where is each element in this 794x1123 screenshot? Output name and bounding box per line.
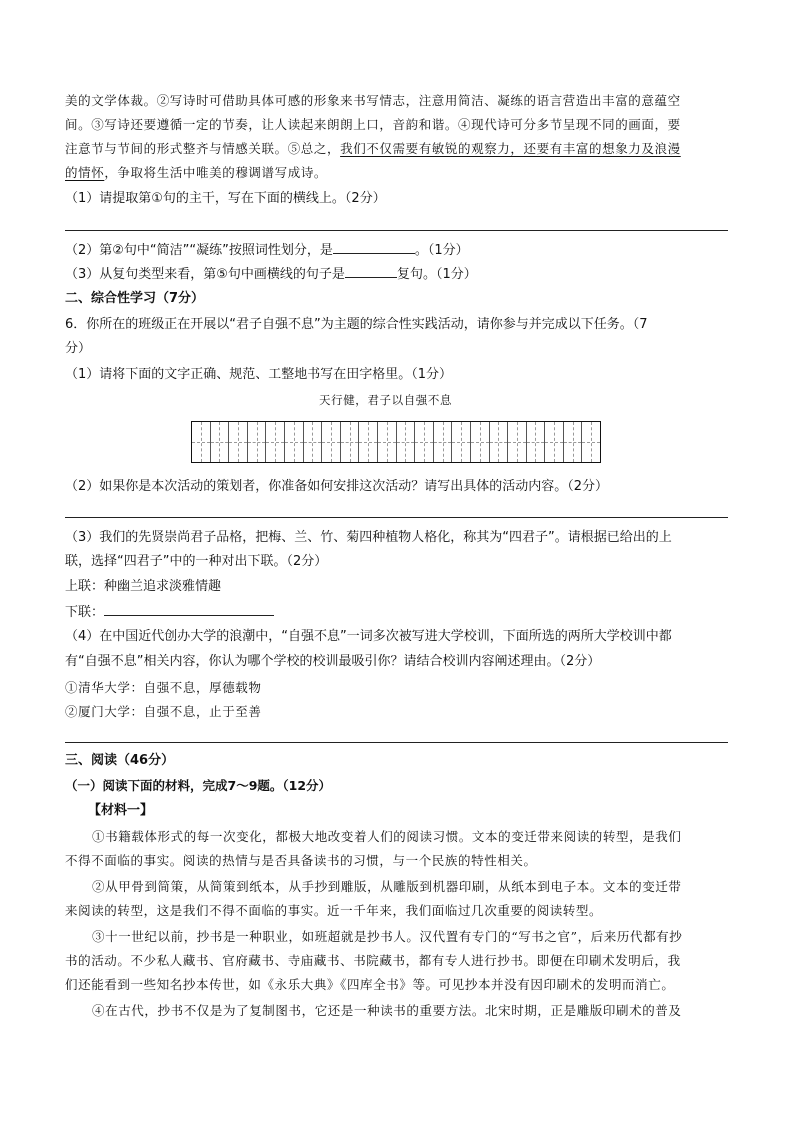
answer-line[interactable] [65,742,728,743]
grid-cell[interactable] [564,422,583,462]
q6-4-line-1: （4）在中国近代创办大学的浪潮中，“自强不息”一词多次被写进大学校训，下面所选的两所大学校训中都 [65,629,672,644]
q5-1: （1）请提取第①句的主干，写在下面的横线上。（2分） [65,191,386,206]
para-3-line-3: 们还能看到一些知名抄本传世，如《永乐大典》《四库全书》等。可见抄本并没有因印刷术的发明而消亡。 [65,977,675,992]
grid-cell[interactable] [266,422,285,462]
section-3-title: 三、阅读（46分） [65,753,175,768]
answer-blank[interactable] [345,265,397,278]
grid-cell[interactable] [527,422,546,462]
grid-cell[interactable] [415,422,434,462]
q5-3-text: （3）从复句类型来看，第⑤句中画横线的句子是 [65,267,345,282]
answer-blank[interactable] [104,603,274,616]
upper-couplet: 上联：种幽兰追求淡雅情趣 [65,579,222,594]
q6-4-line-2: 有“自强不息”相关内容，你认为哪个学校的校训最吸引你？请结合校训内容阐述理由。（2分） [65,654,601,669]
answer-blank[interactable] [333,241,415,254]
lower-couplet [65,603,274,622]
q5-3 [65,265,477,284]
section-2-title: 二、综合性学习（7分） [65,291,205,306]
university-motto-1: ①清华大学：自强不息，厚德载物 [65,680,262,695]
grid-cell[interactable] [582,422,600,462]
grid-cell[interactable] [434,422,453,462]
grid-cell[interactable] [192,422,211,462]
grid-cell[interactable] [397,422,416,462]
passage-line-2: 间。③写诗还要遵循一定的节奏，让人读起来朗朗上口，音韵和谐。④现代诗可分多节呈现不同的画面，要 [65,117,681,132]
university-motto-2: ②厦门大学：自强不息，止于至善 [65,704,262,719]
q6-3-line-1: （3）我们的先贤崇尚君子品格，把梅、兰、竹、菊四种植物人格化，称其为“四君子”。请根据已给出的上 [65,530,672,545]
grid-cell[interactable] [322,422,341,462]
para-3-line-2: 书的活动。不少私人藏书、官府藏书、寺庙藏书、书院藏书，都有专人进行抄书。即便在印刷术发明后，我 [65,953,681,968]
passage-line-3 [65,140,681,158]
underlined-sentence: 我们不仅需要有敏锐的观察力，还要有丰富的想象力及浪漫 [340,141,681,156]
grid-cell[interactable] [490,422,509,462]
material-1-label: 【材料一】 [88,803,154,818]
q6-2: （2）如果你是本次活动的策划者，你准备如何安排这次活动？请写出具体的活动内容。（2分） [65,479,609,494]
answer-line[interactable] [65,230,728,231]
tianzige-grid[interactable] [191,421,601,463]
grid-cell[interactable] [285,422,304,462]
grid-cell[interactable] [341,422,360,462]
grid-cell[interactable] [545,422,564,462]
passage-line-1: 美的文学体裁。②写诗时可借助具体可感的形象来书写情志，注意用简洁、凝练的语言营造出丰富的意蕴空 [65,93,681,108]
passage-line-3-text: 注意节与节间的形式整齐与情感关联。⑤总之， [65,141,341,156]
underlined-sentence-end: 的情怀 [65,165,105,180]
q6-1: （1）请将下面的文字正确、规范、工整地书写在田字格里。（1分） [65,367,453,382]
q5-2-text: （2）第②句中“简洁”“凝练”按照词性划分，是 [65,243,333,258]
grid-cell[interactable] [248,422,267,462]
passage-line-4 [65,164,327,182]
q5-3-score: 复句。（1分） [396,267,477,282]
para-1-line-2: 不得不面临的事实。阅读的热情与是否具备读书的习惯，与一个民族的特性相关。 [65,853,537,868]
q6-stem-line-1: 6．你所在的班级正在开展以“君子自强不息”为主题的综合性实践活动，请你参与并完成以下任务。（7 [65,317,648,332]
para-3-line-1: ③十一世纪以前，抄书是一种职业，如班超就是抄书人。汉代置有专门的“写书之官”，后来历代都有抄 [92,929,683,944]
lower-couplet-label: 下联： [65,605,105,620]
grid-cell[interactable] [304,422,323,462]
q5-2 [65,241,469,260]
q5-2-score: 。（1分） [414,243,469,258]
motto-text: 天行健，君子以自强不息 [319,393,453,407]
answer-line[interactable] [65,517,728,518]
passage-line-4-text: ，争取将生活中唯美的穆调谱写成诗。 [104,165,328,180]
para-1-line-1: ①书籍载体形式的每一次变化，都极大地改变着人们的阅读习惯。文本的变迁带来阅读的转型，是我们 [92,829,682,844]
q6-stem-line-2: 分） [65,341,92,356]
grid-cell[interactable] [211,422,230,462]
grid-cell[interactable] [471,422,490,462]
grid-cell[interactable] [508,422,527,462]
para-4-line-1: ④在古代，抄书不仅是为了复制图书，它还是一种读书的重要方法。北宋时期，正是雕版印刷术的普及 [92,1003,682,1018]
grid-cell[interactable] [229,422,248,462]
reading-subheading: （一）阅读下面的材料，完成7～9题。（12分） [65,778,332,793]
para-2-line-2: 来阅读的转型，这是我们不得不面临的事实。近一千年来，我们面临过几次重要的阅读转型。 [65,903,603,918]
grid-cell[interactable] [359,422,378,462]
grid-cell[interactable] [378,422,397,462]
q6-3-line-2: 联，选择“四君子”中的一种对出下联。（2分） [65,554,328,569]
para-2-line-1: ②从甲骨到简策，从简策到纸本，从手抄到雕版，从雕版到机器印刷，从纸本到电子本。文本的变迁带 [92,879,682,894]
grid-cell[interactable] [452,422,471,462]
